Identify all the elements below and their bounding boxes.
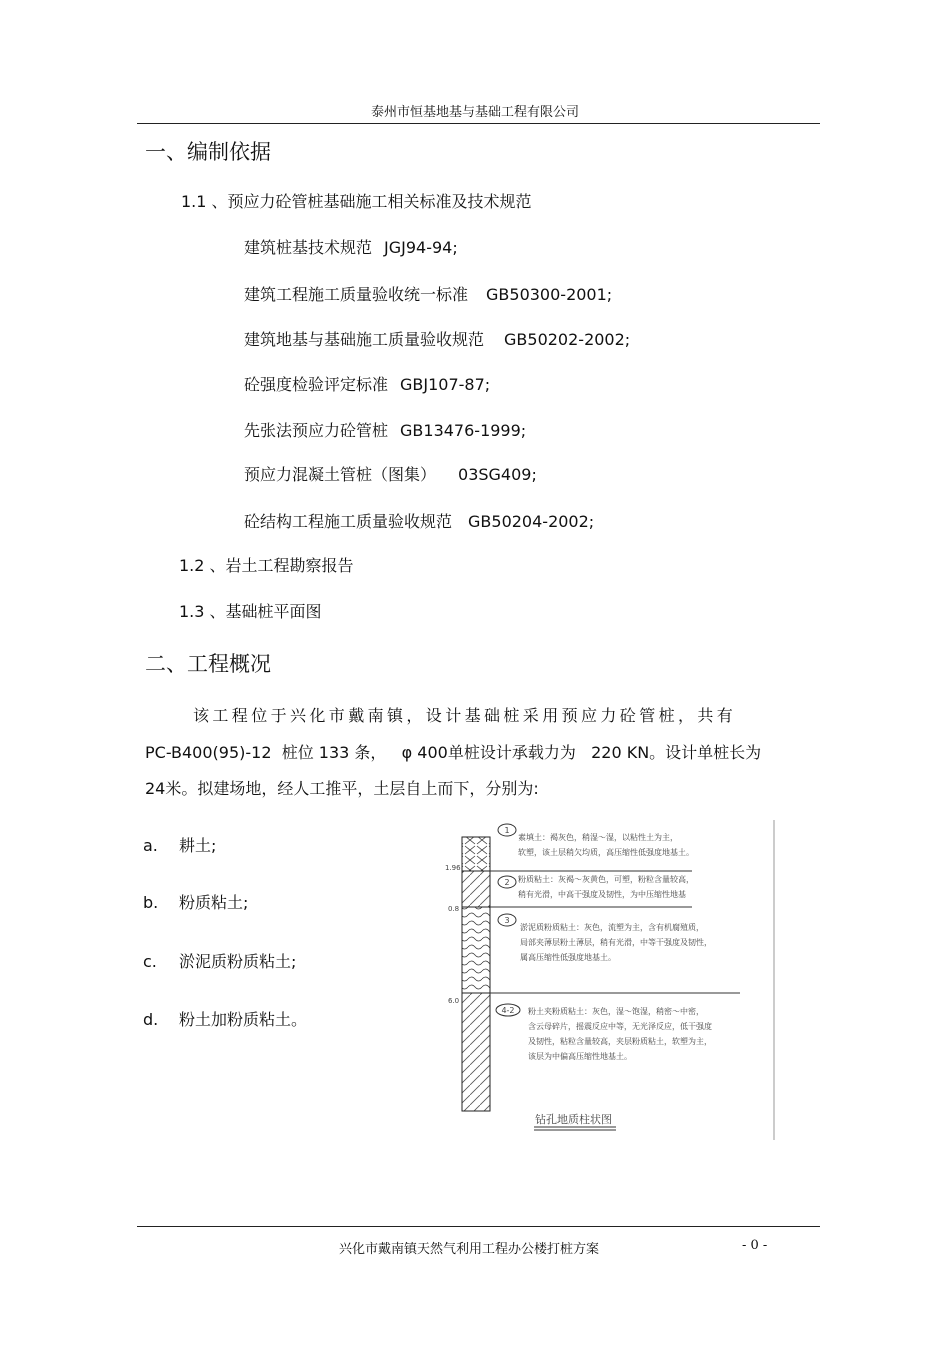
soil-layer-label: d. bbox=[143, 1010, 159, 1029]
soil-layer-text: 粉土加粉质粘土。 bbox=[179, 1010, 308, 1029]
subsection-1-1: 1.1 、预应力砼管桩基础施工相关标准及技术规范 bbox=[181, 192, 532, 211]
reference-item bbox=[244, 282, 612, 305]
layer-description: 淤泥质粉质粘土：灰色，流塑为主，含有机腐殖质， bbox=[520, 923, 704, 932]
layer-number: 3 bbox=[504, 916, 510, 925]
page-header: 泰州市恒基地基与基础工程有限公司 bbox=[370, 105, 579, 120]
layer-description: 属高压缩性低强度地基土。 bbox=[520, 953, 616, 962]
reference-name: 砼结构工程施工质量验收规范 bbox=[244, 512, 453, 531]
soil-layer-label: b. bbox=[143, 893, 159, 912]
footer-title: 兴化市戴南镇天然气利用工程办公楼打桩方案 bbox=[339, 1242, 600, 1257]
reference-name: 预应力混凝土管桩（图集） bbox=[244, 465, 437, 484]
layer-description: 局部夹薄层粉土薄层，稍有光滑，中等干强度及韧性， bbox=[520, 938, 712, 947]
column-layer-fill bbox=[462, 837, 490, 871]
figure-caption: 钻孔地质柱状图 bbox=[535, 1113, 612, 1126]
reference-code: GB13476-1999; bbox=[400, 421, 527, 440]
layer-number: 1 bbox=[504, 826, 510, 835]
reference-code: JGJ94-94; bbox=[384, 238, 458, 257]
soil-layer-text: 耕土; bbox=[179, 836, 217, 855]
reference-item bbox=[244, 418, 526, 441]
page-number: - 0 - bbox=[742, 1238, 768, 1253]
section-title-basis: 一、编制依据 bbox=[145, 140, 271, 164]
section-title-overview: 二、工程概况 bbox=[145, 652, 271, 676]
header-rule bbox=[137, 123, 820, 124]
soil-layer-label: c. bbox=[143, 952, 157, 971]
layer-number: 2 bbox=[504, 878, 510, 887]
subsection-1-3: 1.3 、基础桩平面图 bbox=[179, 602, 322, 621]
reference-code: GB50204-2002; bbox=[468, 512, 595, 531]
reference-item bbox=[244, 235, 458, 258]
reference-item bbox=[244, 327, 630, 350]
soil-layer-text: 淤泥质粉质粘土; bbox=[179, 952, 297, 971]
footer-rule bbox=[137, 1226, 820, 1227]
reference-item bbox=[244, 509, 594, 532]
reference-name: 建筑桩基技术规范 bbox=[244, 238, 373, 257]
layer-description: 稍有光滑，中高干强度及韧性，为中压缩性地基 bbox=[518, 890, 686, 899]
reference-code: 03SG409; bbox=[458, 465, 537, 484]
soil-layer-item bbox=[143, 949, 296, 972]
column-layer-fill bbox=[462, 993, 490, 1111]
reference-name: 建筑地基与基础施工质量验收规范 bbox=[244, 330, 485, 349]
depth-label: 0.8 bbox=[448, 905, 460, 913]
layer-description: 该层为中偏高压缩性地基土。 bbox=[528, 1052, 632, 1061]
layer-description: 含云母碎片，摇震反应中等，无光泽反应，低干强度 bbox=[528, 1022, 712, 1031]
depth-label: 1.96 bbox=[445, 864, 461, 872]
layer-description: 素填土：褐灰色，稍湿～湿，以粘性土为主， bbox=[518, 833, 678, 842]
reference-code: GBJ107-87; bbox=[400, 375, 491, 394]
layer-description: 软塑，该土层稍欠均质，高压缩性低强度地基土。 bbox=[518, 848, 694, 857]
column-layer-fill bbox=[462, 871, 490, 907]
borehole-figure bbox=[440, 815, 780, 1145]
reference-code: GB50202-2002; bbox=[504, 330, 631, 349]
soil-layer-item bbox=[143, 890, 248, 913]
reference-item bbox=[244, 372, 490, 395]
reference-code: GB50300-2001; bbox=[486, 285, 613, 304]
layer-description: 粉质粘土：灰褐～灰黄色，可塑，粉粒含量较高， bbox=[518, 875, 694, 884]
column-layer-fill bbox=[462, 907, 490, 993]
reference-name: 先张法预应力砼管桩 bbox=[244, 421, 389, 440]
reference-name: 建筑工程施工质量验收统一标准 bbox=[244, 285, 469, 304]
soil-layer-item bbox=[143, 833, 216, 856]
layer-number: 4-2 bbox=[501, 1006, 515, 1015]
overview-paragraph-line-1: 该工程位于兴化市戴南镇，设计基础桩采用预应力砼管桩，共有 bbox=[193, 706, 737, 725]
soil-layer-item bbox=[143, 1007, 307, 1030]
layer-description: 粉土夹粉质粘土：灰色，湿～饱湿，稍密～中密， bbox=[528, 1007, 704, 1016]
soil-layer-label: a. bbox=[143, 836, 158, 855]
overview-paragraph-line-2: PC-B400(95)-12 桩位 133 条， φ 400单桩设计承载力为 220 KN。设计单桩长为 bbox=[145, 743, 762, 762]
layer-description: 及韧性，粘粒含量较高，夹层粉质粘土，软塑为主， bbox=[528, 1037, 712, 1046]
soil-layer-text: 粉质粘土; bbox=[179, 893, 249, 912]
overview-paragraph-line-3: 24米。拟建场地，经人工推平，土层自上而下，分别为: bbox=[145, 779, 539, 798]
subsection-1-2: 1.2 、岩土工程勘察报告 bbox=[179, 556, 354, 575]
reference-item bbox=[244, 462, 537, 485]
reference-name: 砼强度检验评定标准 bbox=[244, 375, 389, 394]
depth-label: 6.0 bbox=[448, 997, 460, 1005]
